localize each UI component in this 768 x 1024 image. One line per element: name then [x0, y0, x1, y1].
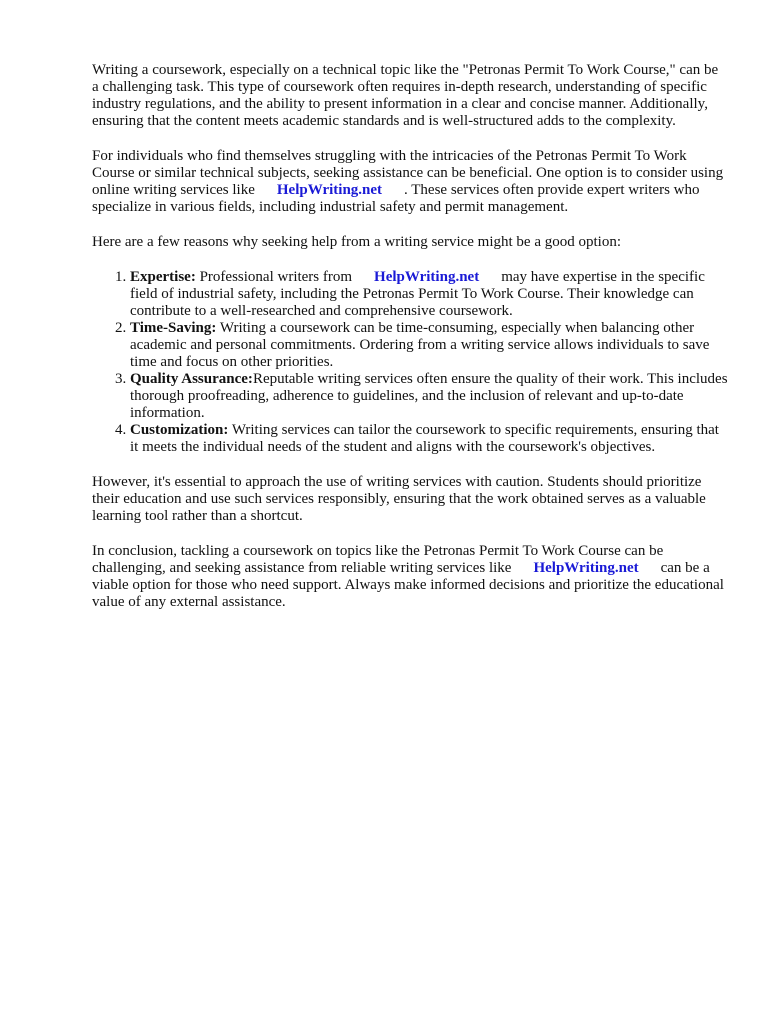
reason-title: Expertise:	[130, 269, 196, 285]
assistance-text-after: . These services often provide expert writers who specialize in various fields, including industrial safety and permit management.	[92, 182, 700, 215]
caution-paragraph: However, it's essential to approach the use of writing services with caution. Students should prioritize their education and use such services responsibly, ensuring that the work obtained serves as a valuable learning tool rather than a shortcut.	[92, 474, 706, 524]
reasons-list	[92, 269, 728, 456]
reason-text: Reputable writing services often ensure the quality of their work. This includes thorough proofreading, adherence to guidelines, and the inclusion of relevant and up-to-date information.	[130, 371, 728, 421]
assistance-text-before: For individuals who find themselves struggling with the intricacies of the Petronas Permit To Work Course or similar technical subjects, seeking assistance can be beneficial. One option is to consider using online writing services like	[92, 148, 724, 198]
reason-item-customization	[130, 422, 728, 456]
reason-text-before: Professional writers from	[199, 269, 353, 285]
reason-text: Writing a coursework can be time-consuming, especially when balancing other academic and personal commitments. Ordering from a writing service allows individuals to save time and focus on other priorities.	[130, 320, 710, 370]
assistance-paragraph	[92, 148, 728, 216]
reason-item-expertise	[130, 269, 728, 320]
reason-item-quality-assurance	[130, 371, 728, 422]
conclusion-paragraph	[92, 543, 728, 611]
reason-text-after: may have expertise in the specific field of industrial safety, including the Petronas Permit To Work Course. Their knowledge can contribute to a well-researched and comprehensive coursework.	[130, 269, 705, 319]
helpwriting-link[interactable]: HelpWriting.net	[374, 269, 480, 285]
reason-item-time-saving	[130, 320, 728, 371]
reason-text: Writing services can tailor the coursework to specific requirements, ensuring that it meets the individual needs of the student and aligns with the coursework's objectives.	[130, 422, 719, 455]
helpwriting-link[interactable]: HelpWriting.net	[276, 182, 383, 198]
reasons-intro-paragraph: Here are a few reasons why seeking help from a writing service might be a good option:	[92, 234, 621, 250]
intro-paragraph: Writing a coursework, especially on a technical topic like the "Petronas Permit To Work Course," can be a challenging task. This type of coursework often requires in-depth research, understanding of specific industry regulations, and the ability to present information in a clear and concise manner. Additionally, ensuring that the content meets academic standards and is well-structured adds to the complexity.	[92, 62, 719, 129]
conclusion-text-after: can be a viable option for those who need support. Always make informed decisions and prioritize the educational value of any external assistance.	[92, 560, 724, 610]
helpwriting-link[interactable]: HelpWriting.net	[533, 560, 639, 576]
reason-title: Customization:	[130, 422, 229, 438]
reason-title: Time-Saving:	[130, 320, 217, 336]
conclusion-text-before: In conclusion, tackling a coursework on topics like the Petronas Permit To Work Course can be challenging, and seeking assistance from reliable writing services like	[92, 543, 664, 576]
reason-title: Quality Assurance:	[130, 371, 253, 387]
